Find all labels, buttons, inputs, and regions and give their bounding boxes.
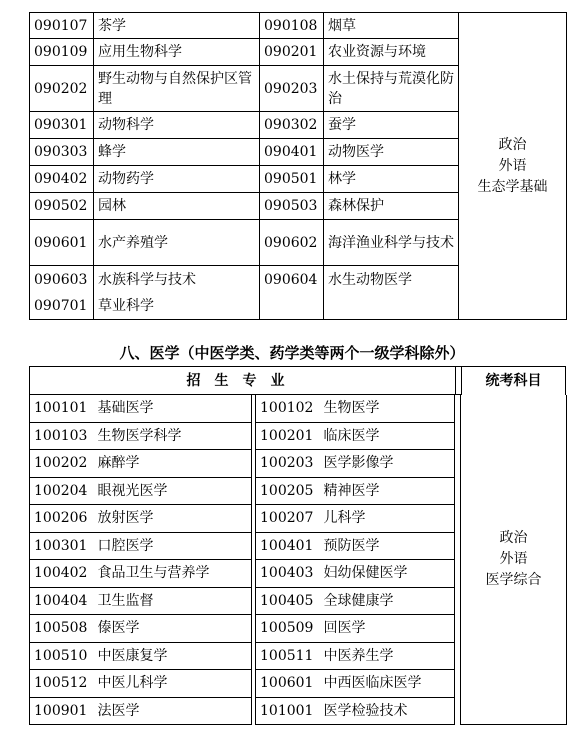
major-name: 动物药学 <box>94 166 260 193</box>
major-code: 090107 <box>30 13 94 39</box>
major-name: 临床医学 <box>320 422 455 450</box>
major-name: 全球健康学 <box>320 587 455 615</box>
table-row <box>30 395 567 423</box>
major-code: 090601 <box>30 220 94 266</box>
major-name: 海洋渔业科学与技术 <box>324 220 459 266</box>
column-gap <box>455 450 461 478</box>
major-name: 精神医学 <box>320 477 455 505</box>
major-name: 水生动物医学 <box>324 266 459 294</box>
major-name: 水族科学与技术 <box>94 266 260 294</box>
major-name: 动物科学 <box>94 112 260 139</box>
major-code: 090108 <box>260 13 324 39</box>
major-name <box>324 294 459 320</box>
column-gap <box>455 587 461 615</box>
major-name: 林学 <box>324 166 459 193</box>
major-code: 090201 <box>260 39 324 66</box>
major-code: 090604 <box>260 266 324 294</box>
column-gap <box>455 670 461 698</box>
major-code: 100202 <box>30 450 94 478</box>
major-code: 100205 <box>256 477 320 505</box>
major-name: 中医儿科学 <box>94 670 252 698</box>
major-code: 100103 <box>30 422 94 450</box>
exam-subject: 生态学基础 <box>477 178 548 195</box>
exam-subject: 政治 <box>499 529 528 546</box>
major-name: 麻醉学 <box>94 450 252 478</box>
major-code: 100405 <box>256 587 320 615</box>
major-name: 口腔医学 <box>94 532 252 560</box>
major-code: 100512 <box>30 670 94 698</box>
major-code: 100203 <box>256 450 320 478</box>
column-gap <box>455 477 461 505</box>
major-name: 放射医学 <box>94 505 252 533</box>
major-name: 农业资源与环境 <box>324 39 459 66</box>
major-name: 动物医学 <box>324 139 459 166</box>
exam-subject: 外语 <box>498 157 527 174</box>
medicine-majors-table <box>29 394 567 725</box>
major-code: 100402 <box>30 560 94 588</box>
major-code: 090401 <box>260 139 324 166</box>
major-code: 090603 <box>30 266 94 294</box>
major-name: 儿科学 <box>320 505 455 533</box>
exam-subject: 政治 <box>498 136 527 153</box>
major-name: 烟草 <box>324 13 459 39</box>
major-name: 草业科学 <box>94 294 260 320</box>
major-code: 090602 <box>260 220 324 266</box>
major-name: 基础医学 <box>94 395 252 423</box>
major-name: 蜂学 <box>94 139 260 166</box>
exam-subjects <box>459 13 567 320</box>
major-code: 090303 <box>30 139 94 166</box>
major-code: 100404 <box>30 587 94 615</box>
major-code <box>260 294 324 320</box>
major-name: 中西医临床医学 <box>320 670 455 698</box>
major-code: 100509 <box>256 615 320 643</box>
major-name: 卫生监督 <box>94 587 252 615</box>
table-header <box>29 366 566 395</box>
major-code: 100901 <box>30 697 94 725</box>
major-code: 090203 <box>260 66 324 112</box>
major-code: 090302 <box>260 112 324 139</box>
major-code: 100101 <box>30 395 94 423</box>
major-name: 森林保护 <box>324 193 459 220</box>
major-name: 水土保持与荒漠化防治 <box>324 66 459 112</box>
exam-subject: 医学综合 <box>485 571 542 588</box>
exam-subjects <box>461 395 567 725</box>
major-name: 生物医学 <box>320 395 455 423</box>
major-code: 100207 <box>256 505 320 533</box>
major-code: 100510 <box>30 642 94 670</box>
major-name: 中医养生学 <box>320 642 455 670</box>
major-code: 090109 <box>30 39 94 66</box>
column-gap <box>455 532 461 560</box>
major-name: 茶学 <box>94 13 260 39</box>
major-code: 100508 <box>30 615 94 643</box>
major-name: 园林 <box>94 193 260 220</box>
major-code: 100601 <box>256 670 320 698</box>
major-code: 090503 <box>260 193 324 220</box>
major-name: 野生动物与自然保护区管理 <box>94 66 260 112</box>
column-gap <box>455 422 461 450</box>
major-name: 眼视光医学 <box>94 477 252 505</box>
divider <box>455 367 456 395</box>
major-code: 090301 <box>30 112 94 139</box>
major-code: 100201 <box>256 422 320 450</box>
header-exam-subjects: 统考科目 <box>485 373 542 389</box>
major-name: 蚕学 <box>324 112 459 139</box>
major-name: 妇幼保健医学 <box>320 560 455 588</box>
major-code: 100511 <box>256 642 320 670</box>
major-name: 生物医学科学 <box>94 422 252 450</box>
major-name: 应用生物科学 <box>94 39 260 66</box>
major-name: 回医学 <box>320 615 455 643</box>
column-gap <box>455 505 461 533</box>
major-code: 090701 <box>30 294 94 320</box>
major-code: 100301 <box>30 532 94 560</box>
column-gap <box>455 615 461 643</box>
major-code: 100401 <box>256 532 320 560</box>
column-gap <box>455 560 461 588</box>
major-name: 医学影像学 <box>320 450 455 478</box>
major-code: 100403 <box>256 560 320 588</box>
major-code: 101001 <box>256 697 320 725</box>
major-name: 法医学 <box>94 697 252 725</box>
section-heading: 八、医学（中医学类、药学类等两个一级学科除外） <box>119 344 465 362</box>
major-code: 100206 <box>30 505 94 533</box>
column-gap <box>455 697 461 725</box>
major-name: 食品卫生与营养学 <box>94 560 252 588</box>
major-name: 中医康复学 <box>94 642 252 670</box>
major-code: 090202 <box>30 66 94 112</box>
agriculture-majors-table <box>29 12 567 320</box>
header-majors: 招生专业 <box>186 373 299 389</box>
table-row <box>30 13 567 39</box>
column-gap <box>455 642 461 670</box>
major-code: 100204 <box>30 477 94 505</box>
exam-subject: 外语 <box>499 550 528 567</box>
major-name: 预防医学 <box>320 532 455 560</box>
major-code: 090501 <box>260 166 324 193</box>
major-code: 090502 <box>30 193 94 220</box>
major-name: 医学检验技术 <box>320 697 455 725</box>
major-name: 水产养殖学 <box>94 220 260 266</box>
major-name: 傣医学 <box>94 615 252 643</box>
major-code: 100102 <box>256 395 320 423</box>
major-code: 090402 <box>30 166 94 193</box>
